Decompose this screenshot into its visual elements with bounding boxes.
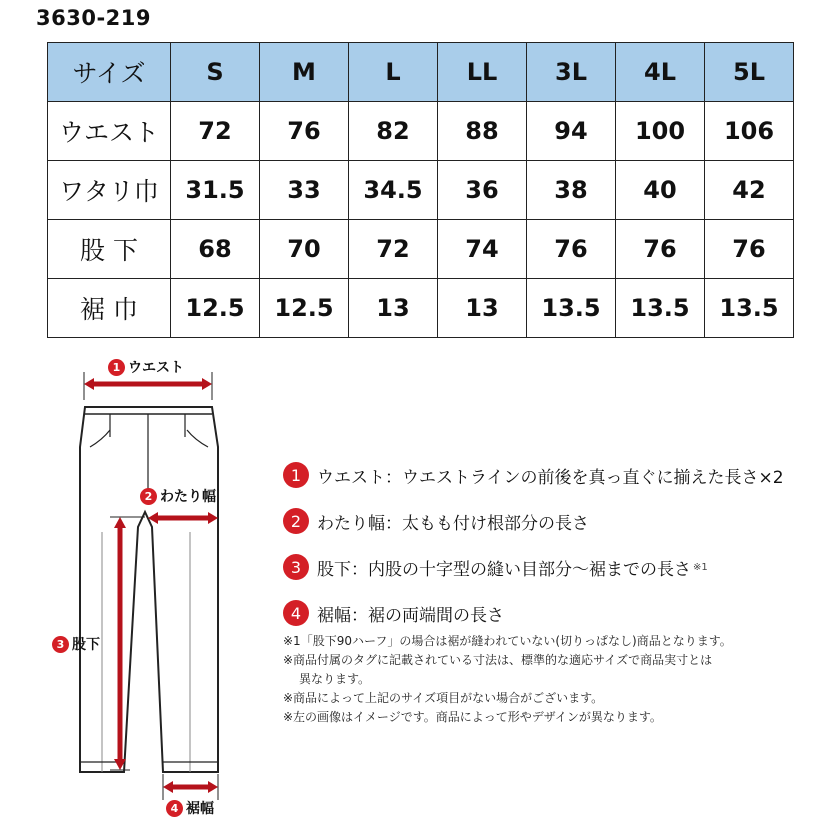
hem-label bbox=[166, 798, 214, 818]
legend-text: ウエスト：ウエストラインの前後を真っ直ぐに揃えた長さ×2 bbox=[317, 467, 784, 488]
number-badge: 4 bbox=[283, 600, 309, 626]
note-line: ※商品付属のタグに記載されている寸法は、標準的な適応サイズで商品実寸とは bbox=[283, 653, 713, 667]
legend-item bbox=[283, 498, 784, 544]
table-cell: 72 bbox=[171, 102, 260, 161]
table-cell: 68 bbox=[171, 220, 260, 279]
pants-diagram bbox=[40, 352, 240, 826]
note-line: ※1「股下90ハーフ」の場合は裾が縫われていない(切りっぱなし)商品となります。 bbox=[283, 634, 732, 648]
note-line: 異なります。 bbox=[299, 672, 371, 686]
legend-item bbox=[283, 590, 784, 636]
table-cell: 40 bbox=[616, 161, 705, 220]
table-cell: 13.5 bbox=[616, 279, 705, 338]
legend-item bbox=[283, 544, 784, 590]
table-cell: 12.5 bbox=[260, 279, 349, 338]
arrowhead bbox=[202, 378, 212, 390]
table-cell: 12.5 bbox=[171, 279, 260, 338]
size-col-header: 3L bbox=[527, 43, 616, 102]
table-cell: 76 bbox=[527, 220, 616, 279]
size-header-row bbox=[48, 43, 794, 102]
table-cell: 38 bbox=[527, 161, 616, 220]
product-code: 3630-219 bbox=[36, 6, 151, 30]
table-cell: 33 bbox=[260, 161, 349, 220]
table-row bbox=[48, 102, 794, 161]
legend-text: 股下：内股の十字型の縫い目部分〜裾までの長さ bbox=[317, 559, 691, 580]
size-header-label: サイズ bbox=[48, 43, 171, 102]
table-cell: 72 bbox=[349, 220, 438, 279]
table-row bbox=[48, 279, 794, 338]
number-badge: 4 bbox=[166, 800, 183, 817]
table-row bbox=[48, 220, 794, 279]
row-label: ウエスト bbox=[48, 102, 171, 161]
table-row bbox=[48, 161, 794, 220]
number-badge: 2 bbox=[283, 508, 309, 534]
number-badge: 3 bbox=[283, 554, 309, 580]
waist-label bbox=[108, 357, 184, 377]
size-table bbox=[47, 42, 794, 338]
legend-text: 裾幅：裾の両端間の長さ bbox=[317, 605, 504, 626]
table-cell: 76 bbox=[705, 220, 794, 279]
note-line: ※商品によって上記のサイズ項目がない場合がございます。 bbox=[283, 691, 604, 705]
size-col-header: 4L bbox=[616, 43, 705, 102]
table-cell: 13 bbox=[438, 279, 527, 338]
thigh-label bbox=[140, 486, 216, 506]
arrowhead bbox=[208, 781, 218, 793]
row-label: ワタリ巾 bbox=[48, 161, 171, 220]
number-badge: 2 bbox=[140, 488, 157, 505]
table-cell: 42 bbox=[705, 161, 794, 220]
note-line: ※左の画像はイメージです。商品によって形やデザインが異なります。 bbox=[283, 710, 662, 724]
table-cell: 36 bbox=[438, 161, 527, 220]
table-cell: 76 bbox=[260, 102, 349, 161]
arrowhead bbox=[163, 781, 173, 793]
legend-item bbox=[283, 452, 784, 498]
pants-outline bbox=[80, 407, 218, 772]
hem-label-text: 裾幅 bbox=[186, 801, 214, 817]
number-badge: 3 bbox=[52, 636, 69, 653]
table-cell: 70 bbox=[260, 220, 349, 279]
table-cell: 31.5 bbox=[171, 161, 260, 220]
table-cell: 76 bbox=[616, 220, 705, 279]
size-col-header: 5L bbox=[705, 43, 794, 102]
size-col-header: S bbox=[171, 43, 260, 102]
table-cell: 13.5 bbox=[705, 279, 794, 338]
table-cell: 13 bbox=[349, 279, 438, 338]
row-label: 裾 巾 bbox=[48, 279, 171, 338]
table-cell: 106 bbox=[705, 102, 794, 161]
inseam-label bbox=[52, 634, 100, 654]
measurement-legend bbox=[283, 452, 784, 636]
table-cell: 82 bbox=[349, 102, 438, 161]
size-col-header: L bbox=[349, 43, 438, 102]
pants-illustration bbox=[40, 352, 240, 822]
thigh-label-text: わたり幅 bbox=[160, 489, 216, 505]
number-badge: 1 bbox=[283, 462, 309, 488]
size-col-header: LL bbox=[438, 43, 527, 102]
footnote-marker: ※1 bbox=[693, 561, 708, 573]
arrowhead bbox=[84, 378, 94, 390]
table-cell: 74 bbox=[438, 220, 527, 279]
legend-text: わたり幅：太もも付け根部分の長さ bbox=[317, 513, 589, 534]
table-cell: 94 bbox=[527, 102, 616, 161]
table-cell: 13.5 bbox=[527, 279, 616, 338]
number-badge: 1 bbox=[108, 359, 125, 376]
table-cell: 34.5 bbox=[349, 161, 438, 220]
table-cell: 100 bbox=[616, 102, 705, 161]
row-label: 股 下 bbox=[48, 220, 171, 279]
inseam-label-text: 股下 bbox=[72, 637, 100, 653]
table-cell: 88 bbox=[438, 102, 527, 161]
notes-section bbox=[283, 632, 732, 727]
waist-label-text: ウエスト bbox=[128, 360, 184, 376]
size-col-header: M bbox=[260, 43, 349, 102]
